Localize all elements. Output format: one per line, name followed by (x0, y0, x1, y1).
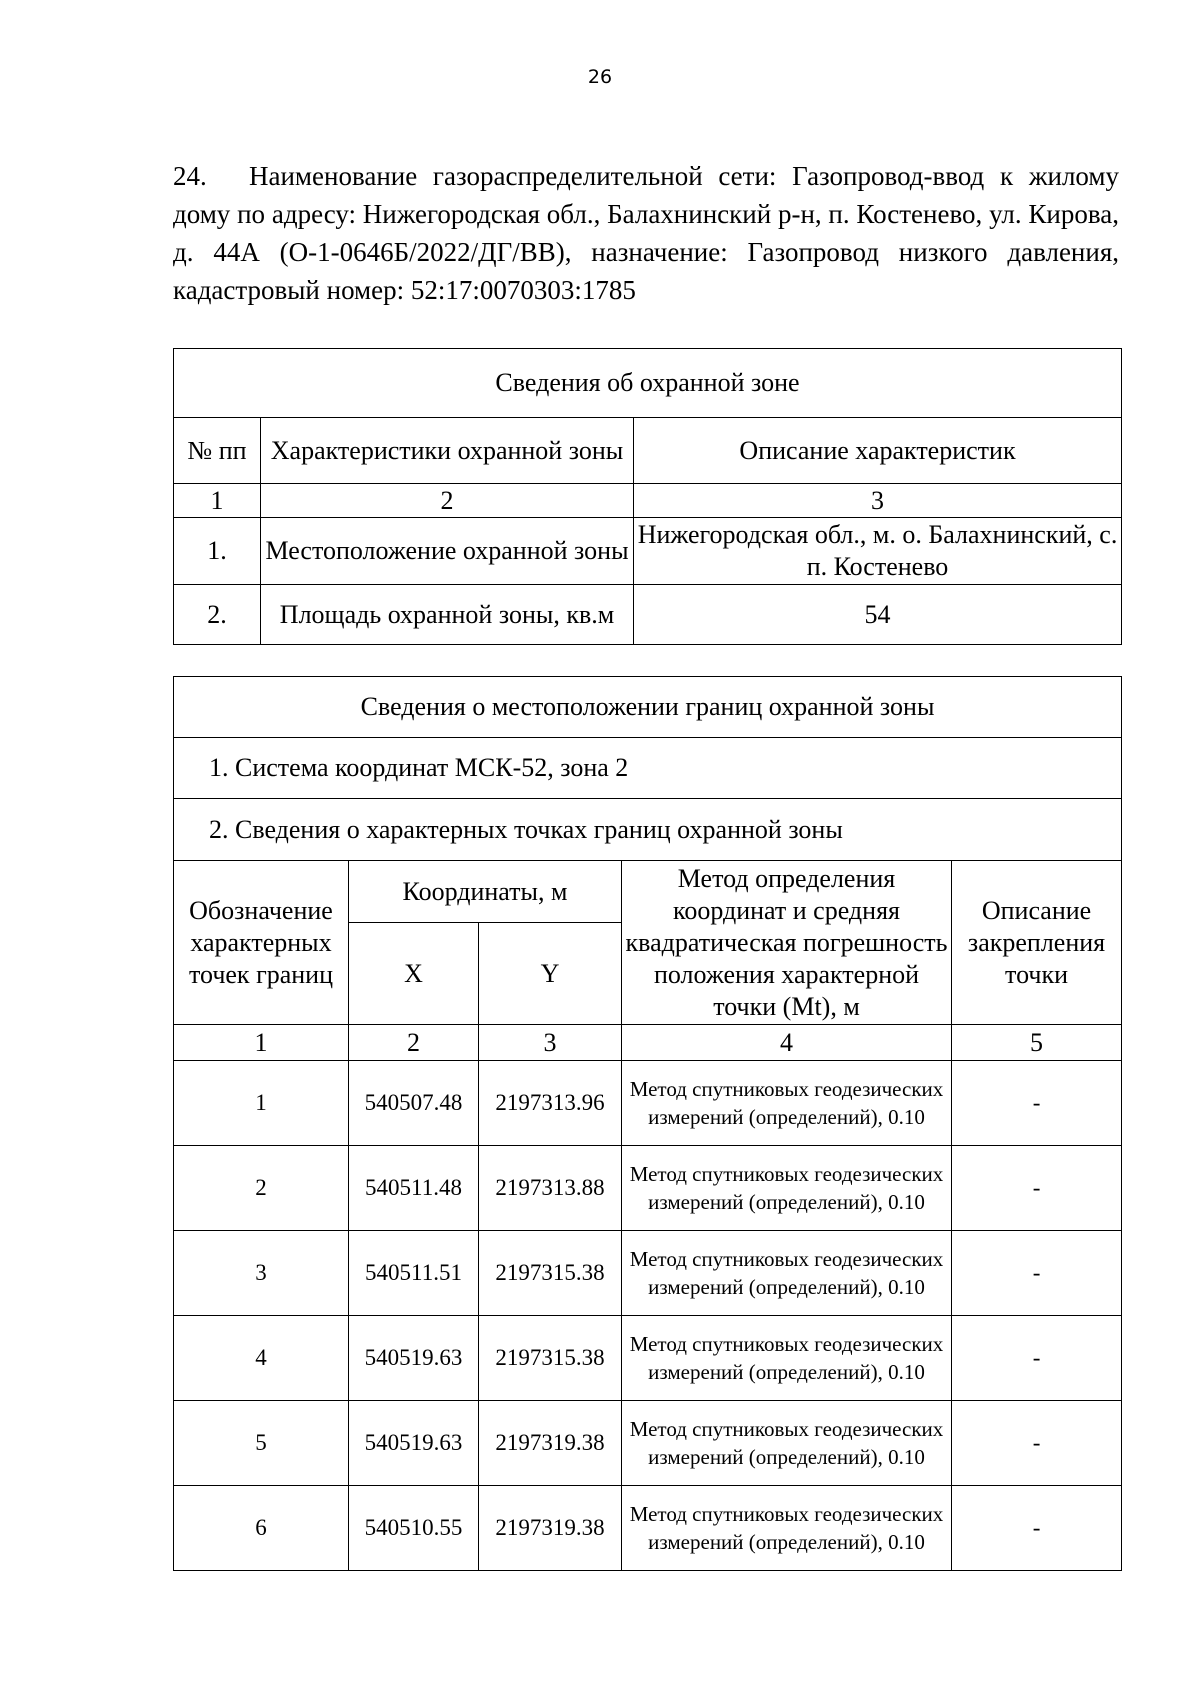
point-x: 540510.55 (349, 1486, 479, 1571)
point-id: 1 (174, 1061, 349, 1146)
point-description: - (952, 1061, 1122, 1146)
point-y: 2197319.38 (479, 1401, 622, 1486)
point-id: 6 (174, 1486, 349, 1571)
column-number: 3 (634, 484, 1122, 518)
table-row (174, 1146, 1122, 1231)
column-number: 4 (622, 1025, 952, 1061)
point-id: 3 (174, 1231, 349, 1316)
point-method: Метод спутниковых геодезических измерений (определений), 0.10 (622, 1486, 952, 1571)
point-method: Метод спутниковых геодезических измерений (определений), 0.10 (622, 1061, 952, 1146)
section-heading (173, 157, 1119, 309)
page-number: 26 (587, 66, 613, 88)
column-number: 2 (349, 1025, 479, 1061)
column-number: 2 (261, 484, 634, 518)
column-number: 1 (174, 484, 261, 518)
point-id: 5 (174, 1401, 349, 1486)
table-row (174, 1231, 1122, 1316)
header-coordinates: Координаты, м (349, 861, 622, 923)
table-row (174, 1486, 1122, 1571)
table-row (174, 1061, 1122, 1146)
point-id: 4 (174, 1316, 349, 1401)
header-y: Y (479, 923, 622, 1025)
point-x: 540507.48 (349, 1061, 479, 1146)
header-characteristic: Характеристики охранной зоны (261, 418, 634, 484)
point-y: 2197315.38 (479, 1231, 622, 1316)
point-x: 540519.63 (349, 1401, 479, 1486)
point-y: 2197313.96 (479, 1061, 622, 1146)
point-id: 2 (174, 1146, 349, 1231)
boundary-table-title: Сведения о местоположении границ охранной зоны (174, 677, 1122, 738)
point-method: Метод спутниковых геодезических измерений (определений), 0.10 (622, 1401, 952, 1486)
row-value: Нижегородская обл., м. о. Балахнинский, с. п. Костенево (634, 518, 1122, 585)
column-number: 5 (952, 1025, 1122, 1061)
point-x: 540511.51 (349, 1231, 479, 1316)
column-number: 1 (174, 1025, 349, 1061)
table-row (174, 1401, 1122, 1486)
point-description: - (952, 1231, 1122, 1316)
table-row (174, 1316, 1122, 1401)
point-description: - (952, 1401, 1122, 1486)
point-x: 540519.63 (349, 1316, 479, 1401)
row-characteristic: Площадь охранной зоны, кв.м (261, 585, 634, 645)
coordinate-system: 1. Система координат МСК-52, зона 2 (174, 738, 1122, 799)
header-number: № пп (174, 418, 261, 484)
zone-table-title: Сведения об охранной зоне (174, 349, 1122, 418)
point-description: - (952, 1316, 1122, 1401)
points-title: 2. Сведения о характерных точках границ охранной зоны (174, 799, 1122, 861)
point-method: Метод спутниковых геодезических измерений (определений), 0.10 (622, 1231, 952, 1316)
section-number: 24. (173, 161, 207, 191)
point-description: - (952, 1146, 1122, 1231)
section-text: Наименование газораспределительной сети: Газопровод-ввод к жилому дому по адресу: Нижегородская обл., Балахнинский р-н, п. Костенево, ул. Кирова, д. 44А (О-1-0646Б/2022/ДГ/ВВ), назначение: Газопровод низкого давления, кадастровый номер: 52:17:0070303:1785 (173, 161, 1119, 305)
point-y: 2197315.38 (479, 1316, 622, 1401)
boundary-points-table (173, 676, 1122, 1571)
header-point-description: Описание закрепления точки (952, 861, 1122, 1025)
point-y: 2197319.38 (479, 1486, 622, 1571)
header-designation: Обозначение характерных точек границ (174, 861, 349, 1025)
point-method: Метод спутниковых геодезических измерений (определений), 0.10 (622, 1316, 952, 1401)
row-number: 1. (174, 518, 261, 585)
header-description: Описание характеристик (634, 418, 1122, 484)
point-y: 2197313.88 (479, 1146, 622, 1231)
protection-zone-table (173, 348, 1122, 645)
row-value: 54 (634, 585, 1122, 645)
header-x: X (349, 923, 479, 1025)
point-method: Метод спутниковых геодезических измерений (определений), 0.10 (622, 1146, 952, 1231)
header-method: Метод определения координат и средняя квадратическая погрешность положения характерной точки (Mt), м (622, 861, 952, 1025)
row-characteristic: Местоположение охранной зоны (261, 518, 634, 585)
column-number: 3 (479, 1025, 622, 1061)
point-description: - (952, 1486, 1122, 1571)
point-x: 540511.48 (349, 1146, 479, 1231)
row-number: 2. (174, 585, 261, 645)
